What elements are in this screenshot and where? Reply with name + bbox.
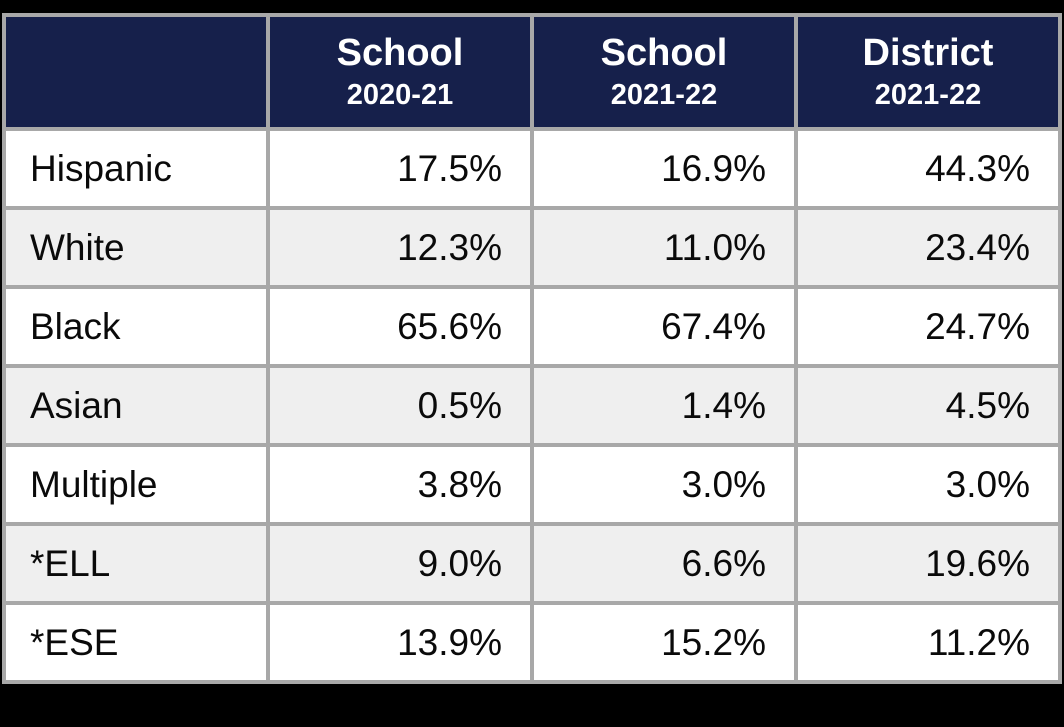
cell-value: 67.4%: [532, 287, 796, 366]
cell-value: 6.6%: [532, 524, 796, 603]
cell-value: 23.4%: [796, 208, 1060, 287]
table-row-ese: [4, 603, 1060, 682]
cell-value: 3.8%: [268, 445, 532, 524]
cell-value: 12.3%: [268, 208, 532, 287]
row-label: *ESE: [4, 603, 268, 682]
table-header: [4, 15, 1060, 129]
cell-value: 19.6%: [796, 524, 1060, 603]
cell-value: 1.4%: [532, 366, 796, 445]
cell-value: 44.3%: [796, 129, 1060, 208]
header-cell-empty: [4, 15, 268, 129]
cell-value: 15.2%: [532, 603, 796, 682]
row-label: White: [4, 208, 268, 287]
table-row-asian: [4, 366, 1060, 445]
header-label: School: [336, 31, 464, 74]
cell-value: 4.5%: [796, 366, 1060, 445]
cell-value: 17.5%: [268, 129, 532, 208]
header-label: District: [862, 31, 994, 74]
table-row-black: [4, 287, 1060, 366]
header-sublabel: 2020-21: [346, 79, 454, 112]
table-row-ell: [4, 524, 1060, 603]
header-label: School: [600, 31, 728, 74]
cell-value: 65.6%: [268, 287, 532, 366]
row-label: Hispanic: [4, 129, 268, 208]
table-row-hispanic: [4, 129, 1060, 208]
header-cell-district-2021-22: [796, 15, 1060, 129]
cell-value: 24.7%: [796, 287, 1060, 366]
cell-value: 9.0%: [268, 524, 532, 603]
cell-value: 0.5%: [268, 366, 532, 445]
row-label: Asian: [4, 366, 268, 445]
cell-value: 16.9%: [532, 129, 796, 208]
demographics-table: [2, 13, 1062, 684]
cell-value: 11.2%: [796, 603, 1060, 682]
cell-value: 11.0%: [532, 208, 796, 287]
row-label: *ELL: [4, 524, 268, 603]
cell-value: 13.9%: [268, 603, 532, 682]
cell-value: 3.0%: [532, 445, 796, 524]
header-cell-school-2020-21: [268, 15, 532, 129]
row-label: Multiple: [4, 445, 268, 524]
header-sublabel: 2021-22: [610, 79, 718, 112]
table-row-multiple: [4, 445, 1060, 524]
header-cell-school-2021-22: [532, 15, 796, 129]
table-row-white: [4, 208, 1060, 287]
row-label: Black: [4, 287, 268, 366]
header-sublabel: 2021-22: [874, 79, 982, 112]
cell-value: 3.0%: [796, 445, 1060, 524]
table-body: [4, 129, 1060, 682]
header-row: [4, 15, 1060, 129]
